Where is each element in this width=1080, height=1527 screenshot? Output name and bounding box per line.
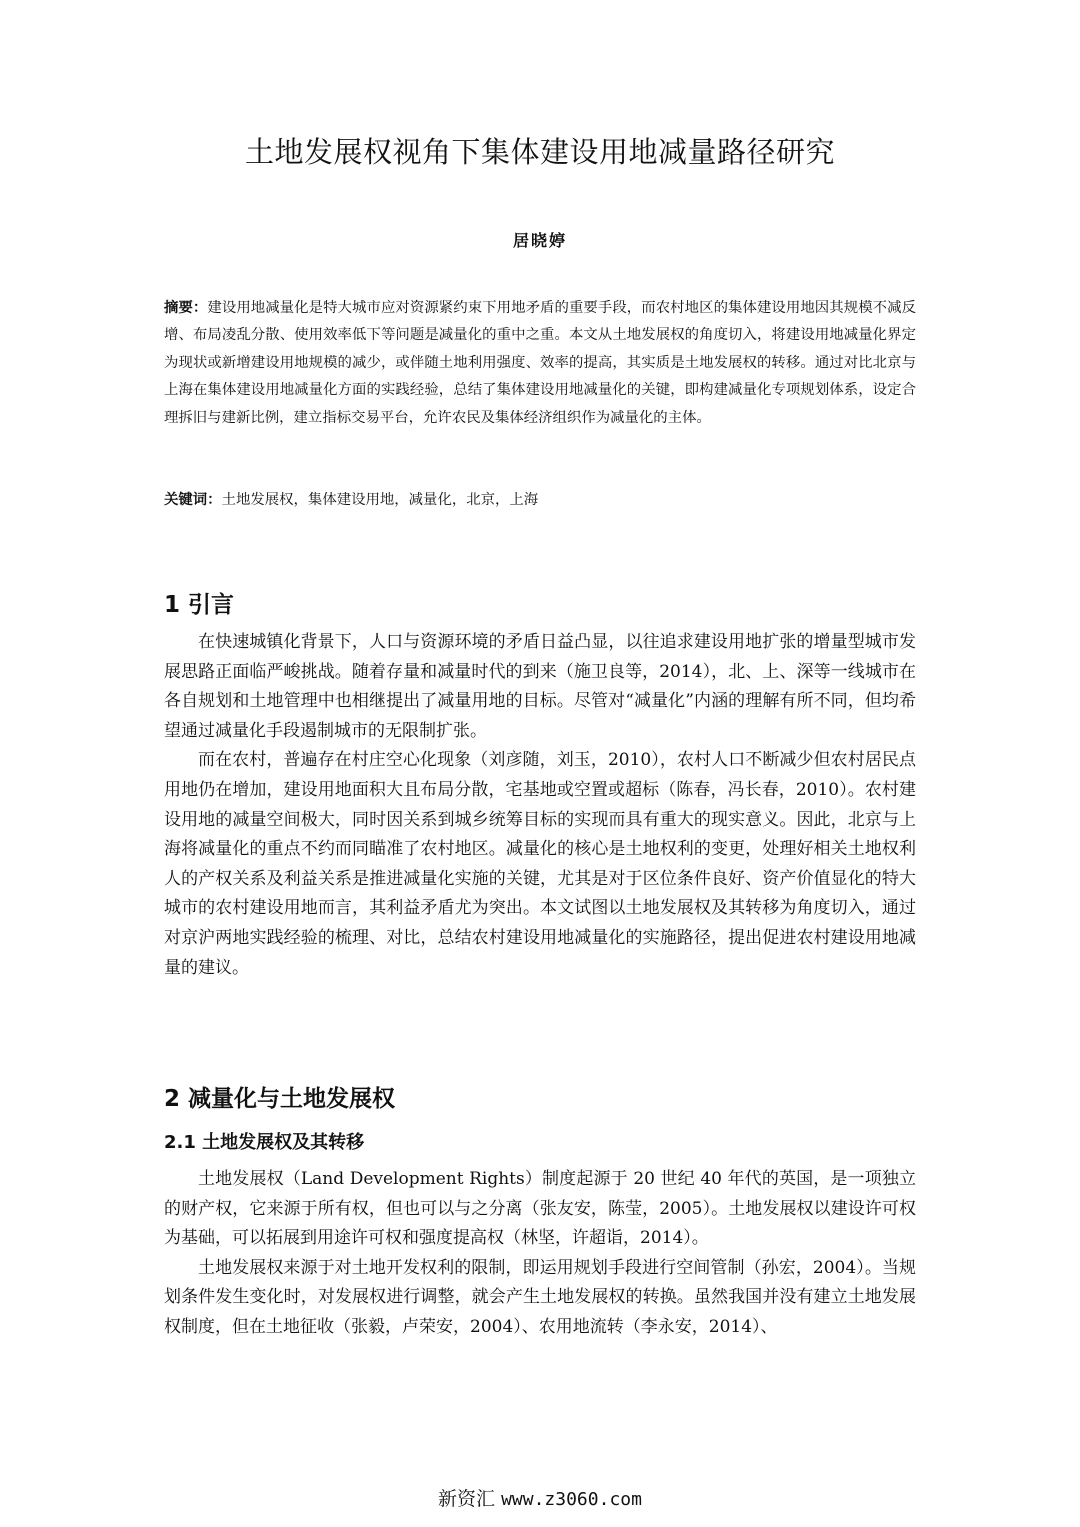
abstract-text: 建设用地减量化是特大城市应对资源紧约束下用地矛盾的重要手段，而农村地区的集体建设用地因其规模不减反增、布局凌乱分散、使用效率低下等问题是减量化的重中之重。本文从土地发展权的角度切入，将建设用地减量化界定为现状或新增建设用地规模的减少，或伴随土地利用强度、效率的提高，其实质是土地发展权的转移。通过对比北京与上海在集体建设用地减量化方面的实践经验，总结了集体建设用地减量化的关键，即构建减量化专项规划体系，设定合理拆旧与建新比例，建立指标交易平台，允许农民及集体经济组织作为减量化的主体。 bbox=[164, 300, 916, 426]
keywords-label: 关键词： bbox=[164, 491, 222, 508]
section-2-body bbox=[164, 1165, 916, 1343]
paper-title: 土地发展权视角下集体建设用地减量路径研究 bbox=[244, 135, 835, 169]
paragraph: 而在农村，普遍存在村庄空心化现象（刘彦随，刘玉，2010），农村人口不断减少但农村居民点用地仍在增加，建设用地面积大且布局分散，宅基地或空置或超标（陈春，冯长春，2010）。农村建设用地的减量空间极大，同时因关系到城乡统筹目标的实现而具有重大的现实意义。因此，北京与上海将减量化的重点不约而同瞄准了农村地区。减量化的核心是土地权利的变更，处理好相关土地权利人的产权关系及利益关系是推进减量化实施的关键，尤其是对于区位条件良好、资产价值显化的特大城市的农村建设用地而言，其利益矛盾尤为突出。本文试图以土地发展权及其转移为角度切入，通过对京沪两地实践经验的梳理、对比，总结农村建设用地减量化的实施路径，提出促进农村建设用地减量的建议。 bbox=[164, 750, 916, 978]
footer-watermark bbox=[0, 1484, 1080, 1511]
paragraph: 土地发展权（Land Development Rights）制度起源于 20 世纪 40 年代的英国，是一项独立的财产权，它来源于所有权，但也可以与之分离（张友安，陈莹，2005）。土地发展权以建设许可权为基础，可以拓展到用途许可权和强度提高权（林坚，许超诣，2014）。 bbox=[164, 1169, 916, 1249]
author-name: 居晓婷 bbox=[512, 231, 567, 250]
abstract bbox=[164, 294, 916, 432]
keywords-text: 土地发展权，集体建设用地，减量化，北京，上海 bbox=[221, 492, 539, 508]
paragraph: 在快速城镇化背景下，人口与资源环境的矛盾日益凸显，以往追求建设用地扩张的增量型城市发展思路正面临严峻挑战。随着存量和减量时代的到来（施卫良等，2014），北、上、深等一线城市在各自规划和土地管理中也相继提出了减量用地的目标。尽管对“减量化”内涵的理解有所不同，但均希望通过减量化手段遏制城市的无限制扩张。 bbox=[164, 632, 916, 741]
section-1-body bbox=[164, 628, 916, 983]
footer-url[interactable]: www.z3060.com bbox=[501, 1489, 642, 1510]
section-2-1-heading: 2.1 土地发展权及其转移 bbox=[164, 1132, 365, 1153]
footer-site-name: 新资汇 bbox=[438, 1488, 496, 1510]
section-2-heading: 2 减量化与土地发展权 bbox=[164, 1086, 396, 1112]
paragraph: 土地发展权来源于对土地开发权利的限制，即运用规划手段进行空间管制（孙宏，2004）。当规划条件发生变化时，对发展权进行调整，就会产生土地发展权的转换。虽然我国并没有建立土地发展权制度，但在土地征收（张毅，卢荣安，2004）、农用地流转（李永安，2014）、 bbox=[164, 1257, 916, 1337]
abstract-label: 摘要： bbox=[164, 299, 208, 316]
keywords bbox=[164, 486, 916, 514]
section-1-heading: 1 引言 bbox=[164, 592, 235, 618]
